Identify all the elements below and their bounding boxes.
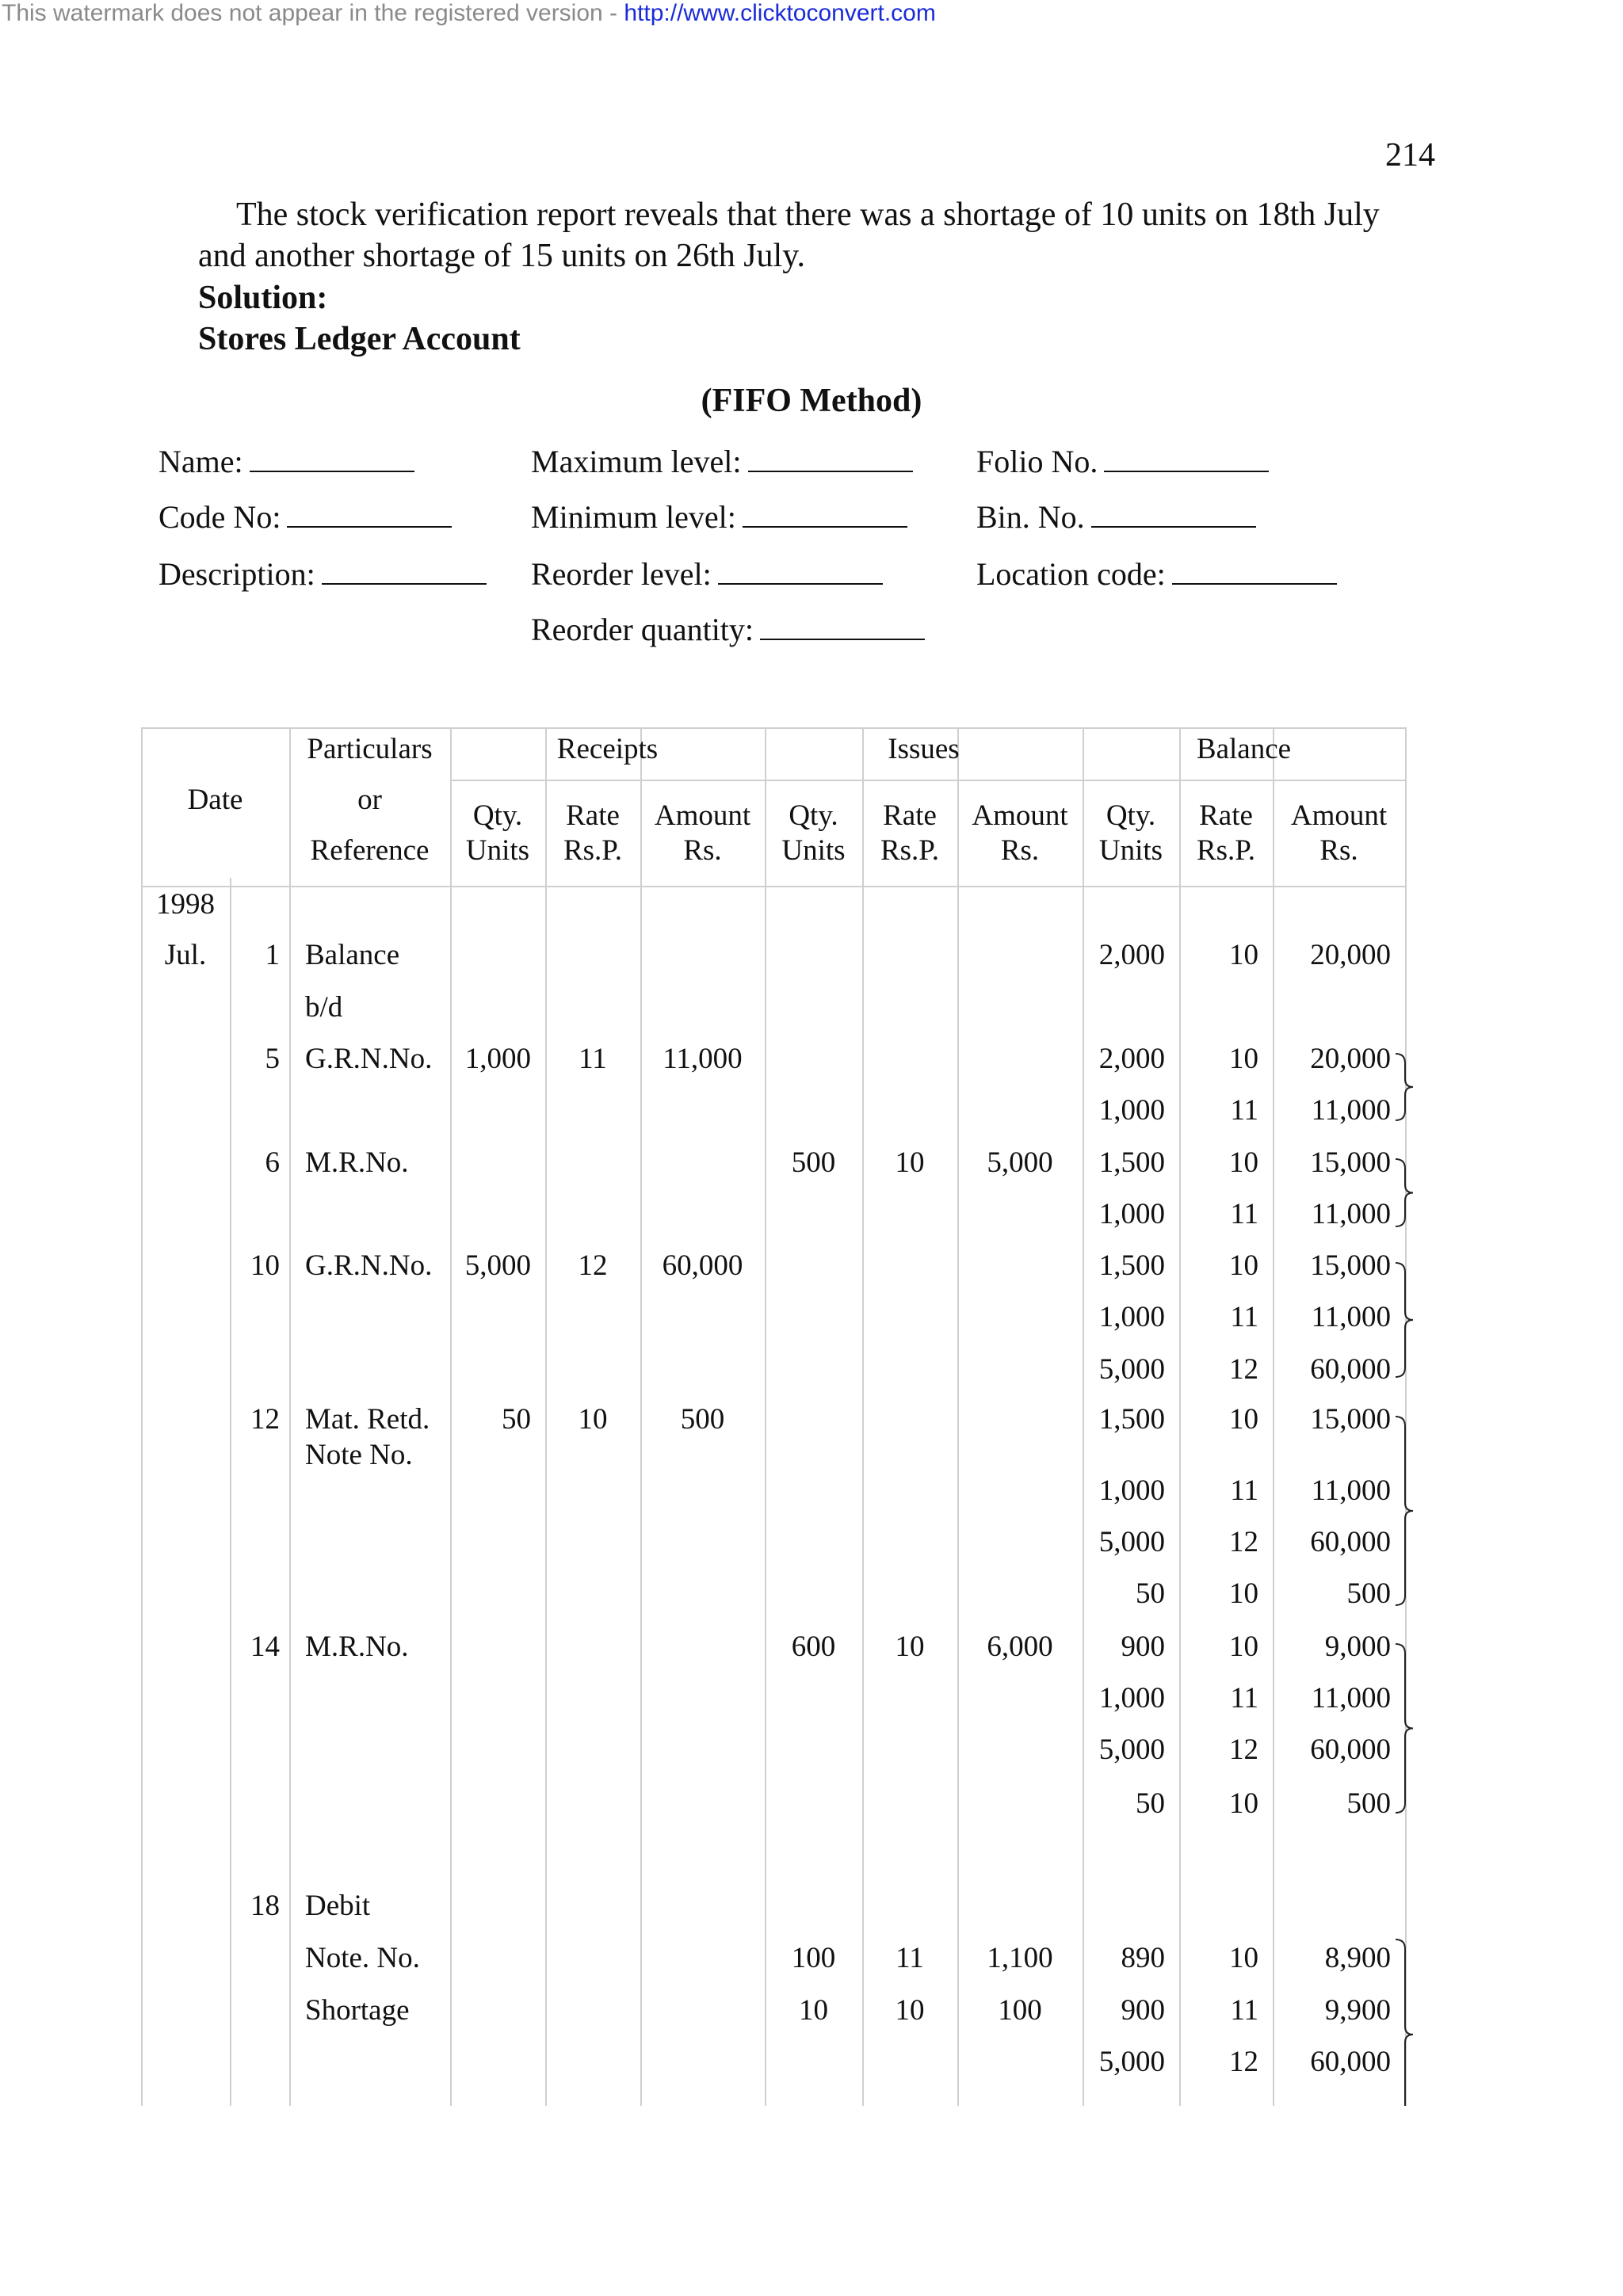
cell-bal-amt: 11,000 — [1311, 1094, 1391, 1127]
row-day: 6 — [265, 1146, 280, 1179]
cell-bal-qty: 50 — [1136, 1787, 1165, 1820]
solution-label: Solution: — [198, 280, 328, 316]
account-title: Stores Ledger Account — [198, 321, 521, 357]
row-particulars: Shortage — [305, 1994, 410, 2027]
cell-bal-qty: 5,000 — [1098, 1733, 1165, 1766]
header-balance-amount: Amount — [1290, 799, 1388, 832]
name-field: Name: — [158, 442, 414, 480]
cell-rec-amt: 11,000 — [663, 1043, 743, 1075]
header-date: Date — [187, 784, 243, 816]
cell-bal-rate: 12 — [1229, 1526, 1258, 1558]
cell-bal-qty: 1,000 — [1098, 1474, 1165, 1507]
brace-mark — [1396, 1939, 1413, 2106]
cell-bal-qty: 1,000 — [1098, 1198, 1165, 1230]
page-number: 214 — [1385, 137, 1435, 174]
grid-column-line — [862, 727, 864, 2106]
cell-bal-amt: 500 — [1346, 1577, 1391, 1610]
cell-bal-amt: 11,000 — [1311, 1301, 1391, 1333]
cell-rec-amt: 500 — [680, 1403, 725, 1436]
cell-iss-rate: 11 — [896, 1942, 924, 1974]
cell-iss-rate: 10 — [895, 1994, 925, 2027]
cell-bal-amt: 15,000 — [1310, 1249, 1391, 1282]
watermark-link[interactable]: http://www.clicktoconvert.com — [624, 0, 936, 26]
year-label: 1998 — [156, 888, 215, 921]
code-no-field: Code No: — [158, 498, 452, 536]
cell-bal-rate: 10 — [1229, 1249, 1258, 1282]
header-top-line — [141, 727, 1405, 729]
header-receipts-amount: Amount — [654, 799, 751, 832]
reorder-level-field: Reorder level: — [531, 555, 883, 593]
watermark-banner — [2, 0, 936, 27]
cell-bal-qty: 2,000 — [1098, 1043, 1165, 1075]
header-balance-amount-unit: Rs. — [1319, 834, 1358, 867]
cell-iss-amt: 100 — [998, 1994, 1042, 2027]
cell-bal-rate: 11 — [1230, 1094, 1258, 1127]
cell-bal-rate: 12 — [1229, 2046, 1258, 2078]
cell-iss-amt: 5,000 — [987, 1146, 1053, 1179]
row-day: 1 — [265, 939, 280, 971]
row-particulars: Balance — [305, 939, 400, 971]
brace-mark — [1396, 1054, 1413, 1120]
header-issues-qty: Qty. — [789, 799, 838, 832]
row-particulars: M.R.No. — [305, 1146, 409, 1179]
cell-bal-amt: 60,000 — [1310, 2046, 1391, 2078]
cell-bal-qty: 1,000 — [1098, 1682, 1165, 1714]
group-header-line — [450, 780, 1405, 781]
cell-iss-qty: 600 — [791, 1630, 836, 1663]
row-particulars: G.R.N.No. — [305, 1043, 433, 1075]
header-balance: Balance — [1196, 733, 1292, 765]
grid-column-line — [141, 727, 143, 2106]
cell-bal-amt: 15,000 — [1310, 1146, 1391, 1179]
cell-iss-amt: 1,100 — [987, 1942, 1053, 1974]
grid-column-line — [289, 727, 291, 2106]
method-title: (FIFO Method) — [701, 383, 922, 419]
cell-iss-rate: 10 — [895, 1630, 925, 1663]
cell-bal-amt: 9,000 — [1324, 1630, 1391, 1663]
row-day: 5 — [265, 1043, 280, 1075]
cell-bal-amt: 11,000 — [1311, 1198, 1391, 1230]
row-particulars: Note. No. — [305, 1942, 420, 1974]
row-day: 12 — [250, 1403, 280, 1436]
cell-bal-rate: 12 — [1229, 1353, 1258, 1386]
cell-bal-rate: 11 — [1230, 1198, 1258, 1230]
cell-bal-qty: 1,500 — [1098, 1403, 1165, 1436]
cell-bal-qty: 900 — [1121, 1630, 1165, 1663]
bin-no-field: Bin. No. — [976, 498, 1256, 536]
header-receipts-qty: Qty. — [472, 799, 523, 832]
header-balance-rate: Rate — [1199, 799, 1253, 832]
cell-bal-rate: 12 — [1229, 1733, 1258, 1766]
month-label: Jul. — [164, 939, 207, 971]
cell-bal-rate: 11 — [1230, 1994, 1258, 2027]
cell-bal-rate: 11 — [1230, 1301, 1258, 1333]
stores-ledger-table — [141, 727, 1405, 2106]
cell-rec-rate: 12 — [578, 1249, 608, 1282]
cell-bal-amt: 60,000 — [1310, 1526, 1391, 1558]
header-issues-qty-unit: Units — [781, 834, 846, 867]
cell-bal-rate: 10 — [1229, 1043, 1258, 1075]
cell-bal-amt: 8,900 — [1324, 1942, 1391, 1974]
cell-bal-qty: 900 — [1121, 1994, 1165, 2027]
row-particulars-cont: Note No. — [305, 1439, 413, 1471]
cell-rec-qty: 50 — [502, 1403, 531, 1436]
cell-bal-rate: 11 — [1230, 1474, 1258, 1507]
cell-bal-amt: 11,000 — [1311, 1474, 1391, 1507]
cell-bal-rate: 10 — [1229, 1630, 1258, 1663]
cell-bal-amt: 11,000 — [1311, 1682, 1391, 1714]
cell-bal-rate: 10 — [1229, 1787, 1258, 1820]
cell-bal-qty: 1,000 — [1098, 1094, 1165, 1127]
row-particulars: Debit — [305, 1890, 371, 1922]
row-particulars: b/d — [305, 991, 343, 1024]
header-receipts-amount-unit: Rs. — [683, 834, 722, 867]
cell-bal-qty: 50 — [1136, 1577, 1165, 1610]
cell-bal-qty: 1,500 — [1098, 1249, 1165, 1282]
header-balance-qty: Qty. — [1106, 799, 1156, 832]
cell-bal-amt: 20,000 — [1310, 1043, 1391, 1075]
header-receipts-qty-unit: Units — [465, 834, 530, 867]
cell-bal-qty: 5,000 — [1098, 1526, 1165, 1558]
cell-bal-qty: 1,500 — [1098, 1146, 1165, 1179]
max-level-field: Maximum level: — [531, 442, 913, 480]
grid-column-line — [957, 727, 959, 2106]
cell-bal-qty: 5,000 — [1098, 1353, 1165, 1386]
cell-bal-rate: 10 — [1229, 1403, 1258, 1436]
cell-bal-rate: 10 — [1229, 1942, 1258, 1974]
brace-mark — [1396, 1159, 1413, 1226]
cell-bal-amt: 60,000 — [1310, 1353, 1391, 1386]
folio-no-field: Folio No. — [976, 442, 1269, 480]
cell-iss-rate: 10 — [895, 1146, 925, 1179]
cell-bal-qty: 2,000 — [1098, 939, 1165, 971]
header-receipts: Receipts — [556, 733, 659, 765]
header-receipts-rate: Rate — [566, 799, 620, 832]
brace-mark — [1396, 1644, 1413, 1813]
header-issues: Issues — [888, 733, 960, 765]
cell-bal-qty: 5,000 — [1098, 2046, 1165, 2078]
reorder-qty-field: Reorder quantity: — [531, 610, 925, 648]
cell-bal-amt: 500 — [1346, 1787, 1391, 1820]
cell-bal-qty: 890 — [1121, 1942, 1165, 1974]
header-particulars: Particulars — [307, 733, 433, 765]
cell-iss-qty: 10 — [799, 1994, 828, 2027]
cell-rec-rate: 11 — [579, 1043, 607, 1075]
row-particulars: Mat. Retd. — [305, 1403, 430, 1436]
cell-bal-rate: 10 — [1229, 1146, 1258, 1179]
header-issues-rate: Rate — [883, 799, 937, 832]
cell-bal-rate: 11 — [1230, 1682, 1258, 1714]
cell-bal-amt: 9,900 — [1324, 1994, 1391, 2027]
header-balance-rate-unit: Rs.P. — [1196, 834, 1256, 867]
cell-bal-amt: 15,000 — [1310, 1403, 1391, 1436]
min-level-field: Minimum level: — [531, 498, 907, 536]
cell-bal-amt: 20,000 — [1310, 939, 1391, 971]
header-bottom-line — [141, 886, 1405, 887]
cell-iss-amt: 6,000 — [987, 1630, 1053, 1663]
row-particulars: M.R.No. — [305, 1630, 409, 1663]
row-particulars: G.R.N.No. — [305, 1249, 433, 1282]
header-receipts-rate-unit: Rs.P. — [563, 834, 623, 867]
description-field: Description: — [158, 555, 487, 593]
header-balance-qty-unit: Units — [1098, 834, 1163, 867]
intro-paragraph: The stock verification report reveals that there was a shortage of 10 units on 18th July and another shortage of 15 units on 26th July. — [198, 196, 1380, 274]
location-code-field: Location code: — [976, 555, 1337, 593]
header-issues-amount-unit: Rs. — [1000, 834, 1040, 867]
watermark-text: This watermark does not appear in the registered version - — [2, 0, 624, 26]
header-issues-rate-unit: Rs.P. — [880, 834, 940, 867]
cell-rec-qty: 1,000 — [464, 1043, 531, 1075]
row-day: 18 — [250, 1890, 280, 1922]
cell-rec-rate: 10 — [578, 1403, 608, 1436]
cell-bal-rate: 10 — [1229, 939, 1258, 971]
cell-bal-amt: 60,000 — [1310, 1733, 1391, 1766]
header-particulars-reference: Reference — [310, 834, 430, 867]
row-day: 14 — [250, 1630, 280, 1663]
cell-bal-qty: 1,000 — [1098, 1301, 1165, 1333]
brace-mark — [1396, 1263, 1413, 1377]
row-day: 10 — [250, 1249, 280, 1282]
header-issues-amount: Amount — [972, 799, 1068, 832]
grid-column-line — [765, 727, 766, 2106]
header-particulars-or: or — [357, 784, 382, 816]
brace-mark — [1396, 1417, 1413, 1605]
balance-brace-group — [1394, 727, 1442, 2106]
cell-rec-qty: 5,000 — [464, 1249, 531, 1282]
cell-iss-qty: 500 — [791, 1146, 836, 1179]
cell-bal-rate: 10 — [1229, 1577, 1258, 1610]
cell-rec-amt: 60,000 — [662, 1249, 743, 1282]
cell-iss-qty: 100 — [791, 1942, 836, 1974]
